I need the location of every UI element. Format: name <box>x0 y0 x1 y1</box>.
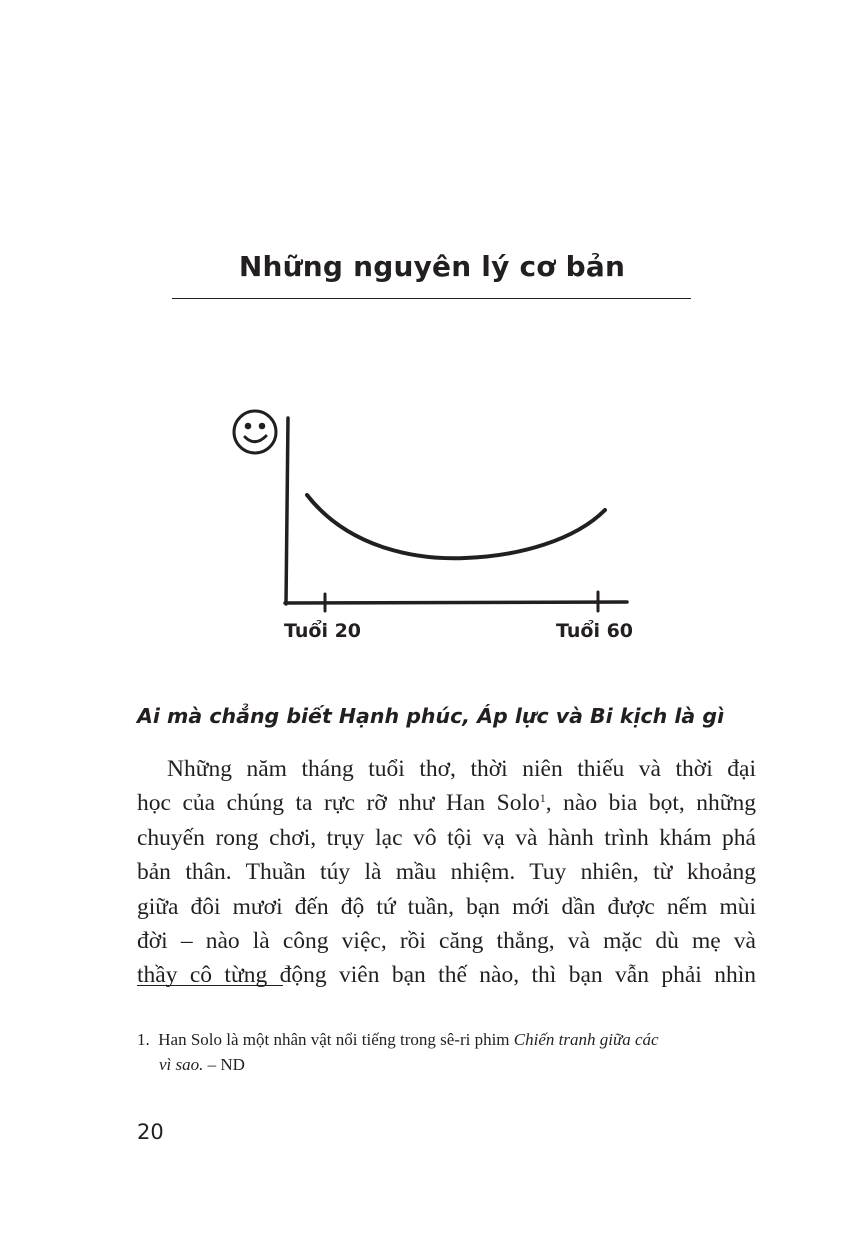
section-heading: Ai mà chẳng biết Hạnh phúc, Áp lực và Bi kịch là gì <box>137 704 725 728</box>
footnote-film-title-cont: vì sao. <box>159 1055 204 1074</box>
body-line: giữa đôi mươi đến độ tứ tuần, bạn mới dần được nếm mùi <box>137 893 756 920</box>
footnote-film-title: Chiến tranh giữa các <box>513 1030 659 1049</box>
y-axis <box>286 418 288 604</box>
footnote <box>137 1027 757 1077</box>
body-line: bản thân. Thuần túy là mầu nhiệm. Tuy nhiên, từ khoảng <box>137 859 756 886</box>
body-text: , nào bia bọt, những <box>545 790 756 817</box>
chapter-title: Những nguyên lý cơ bản <box>238 250 626 283</box>
footnote-number: 1. <box>137 1030 150 1049</box>
body-line <box>137 786 756 820</box>
body-text: học của chúng ta rực rỡ như Han Solo <box>137 790 540 817</box>
smiley-face-icon <box>234 411 276 453</box>
page-number: 20 <box>137 1120 164 1144</box>
x-label-age-20: Tuổi 20 <box>284 620 362 642</box>
body-line: đời – nào là công việc, rồi căng thẳng, và mặc dù mẹ và <box>137 927 756 954</box>
footnote-divider <box>137 985 283 986</box>
footnote-suffix: – ND <box>203 1055 245 1074</box>
body-line: thầy cô từng động viên bạn thế nào, thì bạn vẫn phải nhìn <box>137 962 756 989</box>
x-label-age-60: Tuổi 60 <box>556 620 634 642</box>
body-paragraph <box>137 752 756 993</box>
u-curve <box>307 495 605 558</box>
footnote-text: Han Solo là một nhân vật nổi tiếng trong sê-ri phim <box>158 1030 514 1049</box>
footnote-reference: 1 <box>539 791 546 806</box>
body-line: Những năm tháng tuổi thơ, thời niên thiếu và thời đại <box>167 756 756 782</box>
body-line: chuyến rong chơi, trụy lạc vô tội vạ và hành trình khám phá <box>137 824 756 851</box>
x-axis <box>285 602 627 603</box>
